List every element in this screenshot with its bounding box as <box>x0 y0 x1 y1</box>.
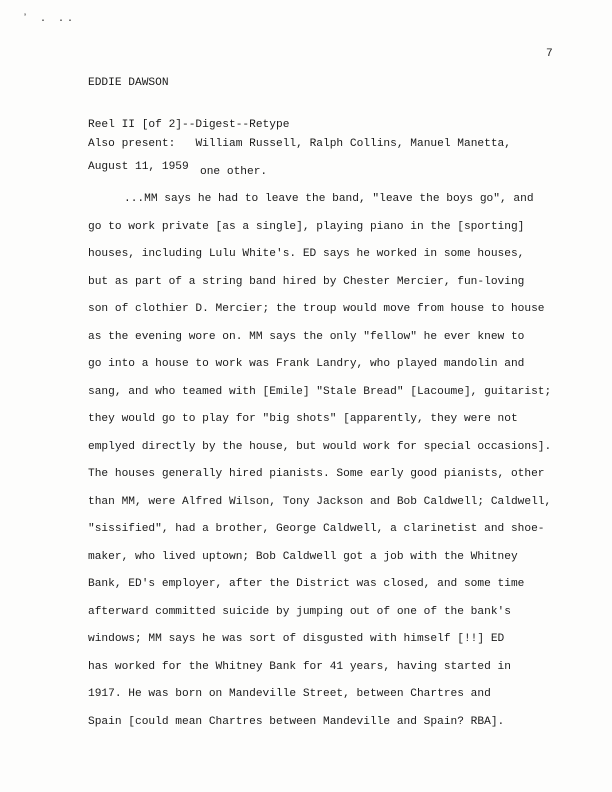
body-line: windows; MM says he was sort of disgusted with himself [!!] ED <box>88 633 505 645</box>
stray-marks: ʼ . .. <box>22 14 77 25</box>
also-present-label: Also present: <box>88 138 176 150</box>
body-paragraph <box>88 186 552 736</box>
body-line: than MM, were Alfred Wilson, Tony Jackson and Bob Caldwell; Caldwell, <box>88 495 552 508</box>
header-name: EDDIE DAWSON <box>88 77 169 89</box>
body-line: Spain [could mean Chartres between Mandeville and Spain? RBA]. <box>88 715 505 728</box>
body-line: go to work private [as a single], playing piano in the [sporting] <box>88 220 525 233</box>
body-line: ...MM says he had to leave the band, "leave the boys go", and <box>124 193 534 205</box>
also-present-names-line1: William Russell, Ralph Collins, Manuel Manetta, <box>195 138 511 150</box>
body-line: "sissified", had a brother, George Caldwell, a clarinetist and shoe- <box>88 523 545 535</box>
body-line: as the evening wore on. MM says the only "fellow" he ever knew to <box>88 330 525 343</box>
body-line: sang, and who teamed with [Emile] "Stale Bread" [Lacoume], guitarist; <box>88 385 552 398</box>
body-line: but as part of a string band hired by Chester Mercier, fun-loving <box>88 275 525 288</box>
body-line: houses, including Lulu White's. ED says he worked in some houses, <box>88 248 525 260</box>
also-present-section <box>88 130 558 186</box>
body-line: son of clothier D. Mercier; the troup would move from house to house <box>88 303 545 315</box>
header-date: August 11, 1959 <box>88 161 189 173</box>
body-line: go into a house to work was Frank Landry, who played mandolin and <box>88 358 525 370</box>
body-line: has worked for the Whitney Bank for 41 years, having started in <box>88 660 511 673</box>
also-present-names <box>182 138 511 150</box>
page-number: 7 <box>546 48 553 60</box>
body-line: afterward committed suicide by jumping out of one of the bank's <box>88 605 511 618</box>
body-line: they would go to play for "big shots" [apparently, they were not <box>88 413 518 425</box>
body-line: 1917. He was born on Mandeville Street, between Chartres and <box>88 688 491 700</box>
body-line: maker, who lived uptown; Bob Caldwell got a job with the Whitney <box>88 550 518 563</box>
also-present-names-line2: one other. <box>200 166 268 178</box>
header-reel: Reel II [of 2]--Digest--Retype <box>88 119 290 131</box>
body-line: emplyed directly by the house, but would work for special occasions]. <box>88 440 552 453</box>
body-line: Bank, ED's employer, after the District was closed, and some time <box>88 578 525 590</box>
body-line: The houses generally hired pianists. Some early good pianists, other <box>88 468 545 480</box>
